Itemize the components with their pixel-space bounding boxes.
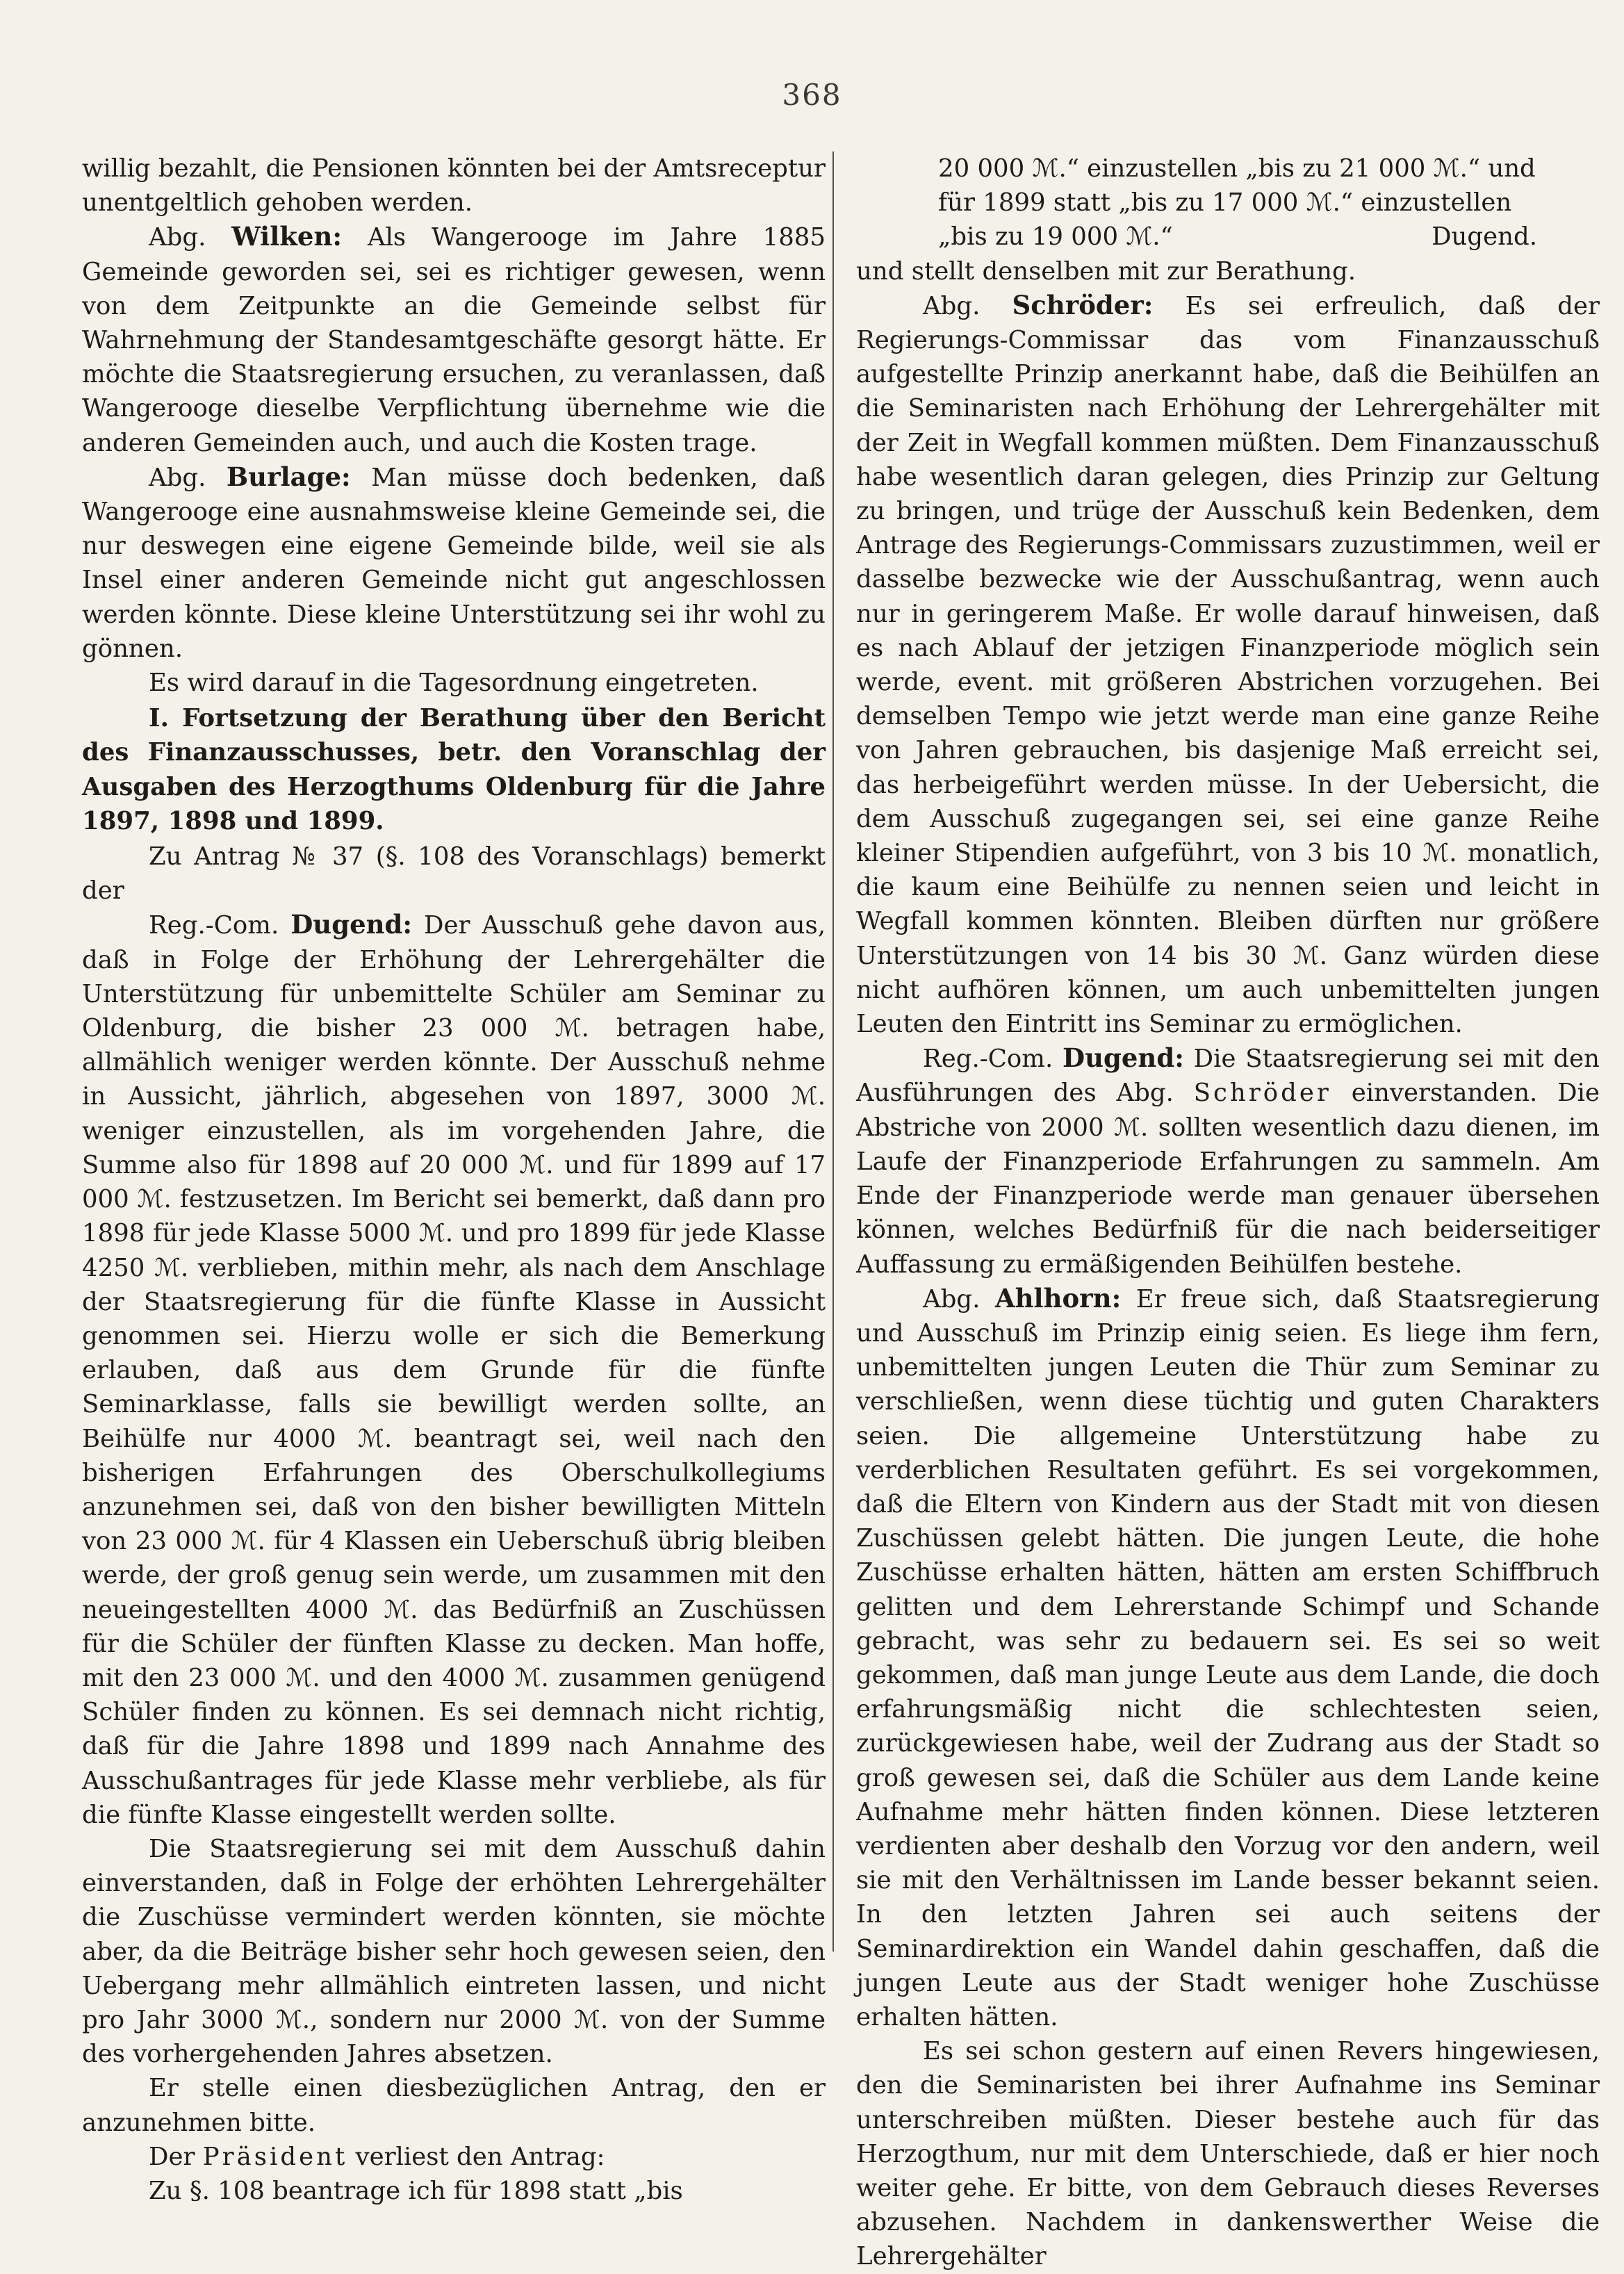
page-number: 368 xyxy=(782,78,842,112)
speaker-name: Burlage: xyxy=(226,461,351,492)
speaker-name: Präsident xyxy=(202,2142,348,2171)
speech-text: einverstanden. Die Abstriche von 2000 ℳ. sollten wesentlich dazu dienen, im Laufe der Finanzperiode Erfahrungen zu sammeln. Am Ende der Finanzperiode werde man genauer übersehen können, welches Bedürfniß für die nach beiderseitiger Auffassung zu ermäßigenden Beihülfen bestehe. xyxy=(856,1079,1600,1279)
speech-burlage xyxy=(82,460,826,666)
paragraph: Die Staatsregierung sei mit dem Ausschuß dahin einverstanden, daß in Folge der erhöhten Lehrergehälter die Zuschüsse vermindert werden könnten, sie möchte aber, da die Beiträge bisher sehr hoch gewesen seien, den Uebergang mehr allmählich eintreten lassen, und nicht pro Jahr 3000 ℳ., sondern nur 2000 ℳ. von der Summe des vorhergehenden Jahres absetzen. xyxy=(82,1834,826,2069)
speaker-title: Abg. xyxy=(923,291,981,320)
motion-signature: Dugend. xyxy=(1432,222,1537,252)
paragraph: Zu Antrag № 37 (§. 108 des Voranschlags) bemerkt der xyxy=(82,842,826,906)
agenda-heading: I. Fortsetzung der Berathung über den Bericht des Finanzausschusses, betr. den Voranschlag der Ausgaben des Herzogthums Oldenburg für die Jahre 1897, 1898 und 1899. xyxy=(82,704,826,835)
paragraph: Er stelle einen diesbezüglichen Antrag, den er anzunehmen bitte. xyxy=(82,2074,826,2137)
column-divider xyxy=(832,152,834,1952)
president-reads xyxy=(82,2140,826,2174)
speaker-name: Schröder: xyxy=(1012,289,1154,320)
speaker-title: Reg.-Com. xyxy=(149,911,279,940)
right-column xyxy=(856,152,1600,2274)
speaker-name: Wilken: xyxy=(231,221,343,252)
speech-schroeder xyxy=(856,288,1600,1041)
speaker-mention: Schröder xyxy=(1193,1079,1331,1108)
paragraph: und stellt denselben mit zur Berathung. xyxy=(856,256,1356,286)
paragraph: willig bezahlt, die Pensionen könnten bei der Amtsreceptur unentgeltlich gehoben werden. xyxy=(82,154,826,218)
speaker-name: Dugend: xyxy=(1063,1042,1184,1074)
speech-text: Die Staatsregierung sei mit den Ausführungen des Abg. xyxy=(856,1045,1600,1108)
speaker-title: Reg.-Com. xyxy=(923,1045,1053,1074)
speaker-title: Abg. xyxy=(149,223,206,252)
speaker-title: Abg. xyxy=(923,1284,981,1314)
lead-text: Der xyxy=(149,2142,195,2171)
speech-wilken xyxy=(82,220,826,459)
motion-line: „bis zu 19 000 ℳ.“ xyxy=(938,222,1173,252)
motion-line-signature xyxy=(938,220,1600,254)
speech-text: Es sei erfreulich, daß der Regierungs-Commissar das vom Finanzausschuß aufgestellte Prinzip anerkannt habe, daß die Beihülfen an die Seminaristen nach Erhöhung der Lehrergehälter mit der Zeit in Wegfall kommen müßten. Dem Finanzausschuß habe wesentlich daran gelegen, dies Prinzip zur Geltung zu bringen, und trüge der Ausschuß kein Bedenken, dem Antrage des Regierungs-Commissars zuzustimmen, weil er dasselbe bezwecke wie der Ausschußantrag, wenn auch nur in geringerem Maße. Er wolle darauf hinweisen, daß es nach Ablauf der jetzigen Finanzperiode möglich sein werde, event. mit größeren Abstrichen vorzugehen. Bei demselben Tempo wie jetzt werde man eine ganze Reihe von Jahren gebrauchen, bis dasjenige Maß erreicht sei, das herbeigeführt werden müsse. In der Uebersicht, die dem Ausschuß zugegangen sei, sei eine ganze Reihe kleiner Stipendien aufgeführt, von 3 bis 10 ℳ. monatlich, die kaum eine Beihülfe zu nennen seien und leicht in Wegfall kommen könnten. Bleiben dürften nur größere Unterstützungen von 14 bis 30 ℳ. Ganz würden diese nicht aufhören können, um auch unbemittelten jungen Leuten den Eintritt ins Seminar zu ermöglichen. xyxy=(856,291,1600,1039)
motion-line: für 1899 statt „bis zu 17 000 ℳ.“ einzustellen xyxy=(938,188,1512,218)
paragraph: Es wird darauf in die Tagesordnung eingetreten. xyxy=(149,669,759,698)
speaker-title: Abg. xyxy=(149,463,206,492)
motion-line: 20 000 ℳ.“ einzustellen „bis zu 21 000 ℳ.“ und xyxy=(938,154,1536,183)
speech-dugend-reply xyxy=(856,1041,1600,1281)
motion-text xyxy=(856,152,1600,254)
speech-dugend xyxy=(82,908,826,1831)
speech-text: verliest den Antrag: xyxy=(355,2142,605,2171)
motion-start: Zu §. 108 beantrage ich für 1898 statt „bis xyxy=(149,2176,683,2205)
speech-text: Als Wangerooge im Jahre 1885 Gemeinde geworden sei, sei es richtiger gewesen, wenn von dem Zeitpunkte an die Gemeinde selbst für Wahrnehmung der Standesamtgeschäfte gesorgt hätte. Er möchte die Staatsregierung ersuchen, zu veranlassen, daß Wangerooge dieselbe Verpflichtung übernehme wie die anderen Gemeinden auch, und auch die Kosten trage. xyxy=(82,223,826,457)
left-column xyxy=(82,152,826,2208)
speech-text: Man müsse doch bedenken, daß Wangerooge eine ausnahmsweise kleine Gemeinde sei, die nur deswegen eine eigene Gemeinde bilde, weil sie als Insel einer anderen Gemeinde nicht gut angeschlossen werden könnte. Diese kleine Unterstützung sei ihr wohl zu gönnen. xyxy=(82,463,826,663)
speech-text: Der Ausschuß gehe davon aus, daß in Folge der Erhöhung der Lehrergehälter die Unterstützung für unbemittelte Schüler am Seminar zu Oldenburg, die bisher 23 000 ℳ. betragen habe, allmählich weniger werden könnte. Der Ausschuß nehme in Aussicht, jährlich, abgesehen von 1897, 3000 ℳ. weniger einzustellen, als im vorgehenden Jahre, die Summe also für 1898 auf 20 000 ℳ. und für 1899 auf 17 000 ℳ. festzusetzen. Im Bericht sei bemerkt, daß dann pro 1898 für jede Klasse 5000 ℳ. und pro 1899 für jede Klasse 4250 ℳ. verblieben, mithin mehr, als nach dem Anschlage der Staatsregierung für die fünfte Klasse in Aussicht genommen sei. Hierzu wolle er sich die Bemerkung erlauben, daß aus dem Grunde für die fünfte Seminarklasse, falls sie bewilligt werden sollte, an Beihülfe nur 4000 ℳ. beantragt sei, weil nach den bisherigen Erfahrungen des Oberschulkollegiums anzunehmen sei, daß von den bisher bewilligten Mitteln von 23 000 ℳ. für 4 Klassen ein Ueberschuß übrig bleiben werde, der groß genug sein werde, um zusammen mit den neueingestellten 4000 ℳ. das Bedürfniß an Zuschüssen für die Schüler der fünften Klasse zu decken. Man hoffe, mit den 23 000 ℳ. und den 4000 ℳ. zusammen genügend Schüler finden zu können. Es sei demnach nicht richtig, daß für die Jahre 1898 und 1899 nach Annahme des Ausschußantrages für jede Klasse mehr verbliebe, als für die fünfte Klasse eingestellt werden sollte. xyxy=(82,911,826,1829)
speaker-name: Dugend: xyxy=(290,909,413,940)
paragraph: Es sei schon gestern auf einen Revers hingewiesen, den die Seminaristen bei ihrer Aufnahme ins Seminar unterschreiben müßten. Dieser bestehe auch für das Herzogthum, nur mit dem Unterschiede, daß er hier noch weiter gehe. Er bitte, von dem Gebrauch dieses Reverses abzusehen. Nachdem in dankenswerther Weise die Lehrergehälter xyxy=(856,2037,1600,2271)
speaker-name: Ahlhorn: xyxy=(994,1282,1122,1314)
speech-text: Er freue sich, daß Staatsregierung und Ausschuß im Prinzip einig seien. Es liege ihm fern, unbemittelten jungen Leuten die Thür zum Seminar zu verschließen, wenn diese tüchtig und guten Charakters seien. Die allgemeine Unterstützung habe zu verderblichen Resultaten geführt. Es sei vorgekommen, daß die Eltern von Kindern aus der Stadt mit von diesen Zuschüssen gelebt hätten. Die jungen Leute, die hohe Zuschüsse erhalten hätten, hätten am ersten Schiffbruch gelitten und dem Lehrerstande Schimpf und Schande gebracht, was sehr zu bedauern sei. Es sei so weit gekommen, daß man junge Leute aus dem Lande, die doch erfahrungsmäßig nicht die schlechtesten seien, zurückgewiesen habe, weil der Zudrang aus der Stadt so groß gewesen sei, daß die Schüler aus dem Lande keine Aufnahme mehr hätten finden können. Diese letzteren verdienten aber deshalb den Vorzug vor den andern, weil sie mit den Verhältnissen im Lande besser bekannt seien. In den letzten Jahren sei auch seitens der Seminardirektion ein Wandel dahin geschaffen, daß die jungen Leute aus der Stadt weniger hohe Zuschüsse erhalten hätten. xyxy=(856,1284,1600,2031)
speech-ahlhorn xyxy=(856,1282,1600,2034)
